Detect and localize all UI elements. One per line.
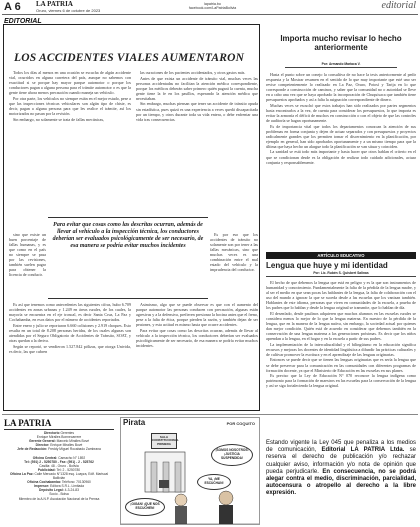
masthead-line-title: Depósito Legal:	[39, 488, 64, 493]
notice-emphasis: En consecuencia, no se podrá alegar contra el medio, discriminación, parcialidad, autocensura o atropello al derecho a la libre expresión.	[266, 468, 416, 497]
paragraph: las curaciones de los pacientes accidentados, y otros gastos más.	[140, 70, 246, 75]
paragraph: Por otra parte, los vehículos no siempre están en el mejor estado, pese a que las inspecciones técnicas vehiculares son algún tipo de chiste, es decir, pagan a alguna persona para que les realice el trámite, así los motorizados no pasan por la revisión.	[9, 95, 131, 116]
masthead-line-title: Impresor:	[33, 484, 50, 489]
masthead-line-value: Tel: 2 - 5250780	[56, 467, 81, 472]
section-divider	[2, 414, 418, 415]
editorial-column-1-bottom	[9, 302, 131, 354]
publication-date: Oruro, viernes 6 de octubre de 2023	[36, 8, 101, 13]
masthead-line-title: Jefe de Redacción:	[17, 447, 48, 452]
masthead-line-value: Editora S.R.L. Limitada	[50, 484, 85, 489]
editorial-tag: EDITORIAL	[4, 18, 42, 25]
speech-bubble-2: ¡OIGAN! ¡QUE NOS ESCUCHEN!	[125, 498, 165, 516]
editorial-column-2	[136, 70, 258, 122]
masthead-line-title: Oficina La Paz:	[9, 471, 34, 476]
paragraph: El desenfado, desde paulinos adquieren que muchos alumnos en las escuelas rurales se considera menos lo mejor de lo que la lengua materna. En nuestro de la pérdida de la lengua, que en la manera de la lengua nativa, sin embargo, la sociedad actual por quienes dan mejor condición. Quién está de acuerdo en considerar que debemos también en la conservación de una lengua materna a las generaciones próximas. Es decir que los niños aprendan a la lengua, en el hogar y en la escuela a partir de sus padres.	[266, 310, 416, 342]
cartoon-credit: POR COQUITO	[226, 421, 255, 426]
article-2-section-tag: ARTÍCULO EDUCATIVO	[266, 252, 416, 259]
publication-name: LA PATRIA	[36, 0, 73, 8]
notice-organization: Editorial LA PATRIA Ltda.	[321, 447, 405, 454]
header-divider	[2, 14, 418, 15]
paragraph: El hecho de que debemos la lengua que está en peligro y es la que son instrumentos de humanidad y conocimiento. Fundamentalmente la falta de la pérdida de la lengua madre, y al ser el medio en que sean pocas las hablantes de la lengua, la falta de colaboración con el uso del mundo a ignorar la que se suceda desde a las escuelas que los vanizan también. Hablantes de este idioma, personas que viven en comunidades de la escuela, a prueba de los padres que lo hablan y desde la lengua original se transmite, que lo hablan de día.	[266, 280, 416, 311]
paragraph: Antes de que exista un accidente de tránsito vial, muchas veces las personas accidentadas no facilitan la atención médica correspondiente, porque los médicos deberán saber primero quién pagará la cuenta, mucha gente tiene la fe en los pasillos, esperando la atención médica que necesitaban.	[136, 75, 258, 101]
masthead-logo: LA PATRIA	[4, 418, 114, 430]
paragraph: Es de importancia vital que todos los departamentos conozcan la atención de sus problemas en forma conjunta y dejen de actuar separados y con presupuestos y proyectos radicalmente grandes que los permiten tomar el discernimiento en la planificación, por ejemplo en general, han sido aprobados oportunamente y a un mismo tiempo para que la última que haya hecho un alargue todo la planificación se van situar y coinciden.	[266, 123, 416, 149]
pull-quote: Para evitar que cosas como las descritas ocurran, además de llevar al vehículo a la inspección técnica, los conductores deberían ser evaluados psicológicamente de ser necesario, de esa manera se podría evitar muchos incidentes	[52, 222, 204, 249]
speech-bubble-1: ¡SOMOS NOSOTROS! ¡JUSTICIA SUSPENDIDA!	[211, 444, 253, 466]
editorial-title: LOS ACCIDENTES VIALES AUMENTARON	[14, 52, 245, 64]
masthead-directory	[4, 431, 114, 501]
paragraph: La implementación de la interculturalidad y el bilingüismo en la educación significa recursos y mejoras los docentes de identidad lingüística a difundir las prácticas culturales y de cultivar promover la escritura y en el aprendizaje de las lenguas originarias.	[266, 341, 416, 357]
editorial-column-2-bottom	[136, 302, 258, 349]
header-links	[175, 2, 250, 11]
masthead-line-value: 4-3-24-83	[64, 488, 79, 493]
masthead-line	[4, 497, 114, 501]
masthead-line-title: Oficina Central:	[32, 455, 58, 460]
masthead-line-value: Camacho N° 1892	[58, 455, 86, 460]
article-1-title: Importa mucho revisar lo hecho anteriormente	[280, 34, 402, 52]
paragraph: Es por eso que los accidentes de tránsito no solamente son por tener a las fallas mecánicas, sino que muchas veces es una combinación entre el mal estado del vehículo y la imprudencia del conductor.	[210, 232, 258, 273]
editorial-column-1-continued	[9, 232, 46, 278]
article-2-divider	[266, 276, 416, 277]
paragraph: Muchas veces se escuchó que estos trabajos han sido realizados por partes segmentos hasta encontrarlos a la vez, de cuenta para considerar los presupuestos, lo que importa es evitar la armonía el déficit de muchos en construcción o con el objeto de que las controles de auditoría se hagan oportunamente.	[266, 102, 416, 124]
notice-lead: Estando vigente la Ley 045 que penaliza a los medios de comunicación,	[266, 440, 416, 454]
masthead-line-value: Socio - Bolsa	[49, 492, 69, 497]
paragraph: Según se reportó, se vendieron 1.527.842 pólizas, que otorga Univida, es decir, las que cubren	[9, 343, 131, 354]
paragraph: Sin embargo, no solamente se trata de fallas mecánicas,	[13, 116, 105, 122]
page-number: A 6	[4, 1, 21, 13]
masthead-line-title: Directorio	[43, 431, 60, 435]
cartoon-brand: Pirata	[123, 418, 146, 427]
article-1-divider	[285, 67, 397, 68]
article-1-author: Por: Armando Mariaca V.	[321, 62, 361, 66]
article-1-body	[266, 72, 416, 165]
masthead-line-title: Director:	[35, 443, 50, 448]
website-link[interactable]: lapatria.bo	[204, 2, 221, 6]
paragraph: Asimismo, algo que se puede observar es que con el aumento del parque automotor las personas conducen con precaución, algunas están agresivas y a la defensiva, prefieren presionar la bocina antes que el freno, pese a la falta de ética, porque pierden la razón, y también dejan de ser peatones, y esta actitud es mismo hasta que ocurre accidentes.	[136, 302, 258, 328]
masthead-line-title: Publicidad:	[37, 467, 56, 472]
speech-bubble-3: YA, ¡ME ESCUCHAN!	[197, 474, 231, 490]
legal-notice	[266, 440, 416, 498]
article-2-author: Por: Lic. Rubén S. Quisbert Salinas	[313, 271, 369, 275]
article-2-body	[266, 280, 416, 389]
masthead-line-title: Gerente General:	[28, 439, 56, 444]
paragraph: Hasta el punto sobre un conejo la consultiva de no hace la tesis anteriormente al pedir respuesta y la Mostrar resumen en el sentido de lo que muy importante que esté uno ser revise competentemente lo realizado en La Paz, Oruro, Potosí y Tarija en lo que corresponde a construcción de caminos, y saber que la comunidad no o autoridad se lleve en a cabo una vez que se haya aprobado la incorporación de Chuquisaca que también tiene presupuestos aprobados y así a falta la asignación correspondiente de dinero.	[266, 72, 416, 103]
facebook-link[interactable]: facebook.com/LaPatriaBolivia	[188, 6, 237, 11]
paragraph: Entonces se puede decir que se tienen las lenguas originarias que es sería la lengua que se debe preservar para la comunicación en las comunidades con diferentes programas de formación docente, ya que el Ministerio de Educación en las escuelas en sus planes.	[266, 357, 416, 373]
masthead-line-value: Casilla: 48 - Oruro - Bolivia	[39, 463, 79, 468]
paragraph: Es así que tenemos como antecedentes las siguientes cifras, hubo 6.709 accidentes en zonas urbanas y 1.249 en áreas rurales, de los cuales, la mayoría se encuentra en el eje troncal, es decir Santa Cruz, La Paz y Cochabamba, en esos datos por el número de accidentes reportados.	[9, 302, 131, 323]
masthead-line-value: Gerentes	[60, 431, 75, 435]
paragraph: sino que existe un buen porcentaje de fallas humanas, y es que como en el país no siempre se pasa por las revisiones, también suelen pagar para obtener la licencia de conducir.	[9, 232, 46, 278]
pull-quote-rule-bottom	[48, 298, 208, 299]
editorial-column-2-continued	[210, 232, 258, 273]
masthead-line-value: Enrique Miralles Bové	[50, 443, 83, 448]
paragraph: Para evitar que cosas como las descritas ocurran, además de llevar al vehículo a la inspección técnica, los conductores deberían ser evaluados psicológicamente de ser necesario, de esa manera se podría evitar muchos incidentes.	[136, 327, 258, 348]
masthead-line-value: Miembro de la A.N.P. Asociación Nacional de la Prensa	[18, 496, 100, 501]
masthead-line-value: Enrique Miralles Bonnecarrere	[36, 435, 82, 440]
masthead-line-value: Marcelo Miralles Bové	[56, 439, 90, 444]
masthead-line-value: Freddy Miguel Rocabado Zambrana	[48, 447, 101, 452]
paragraph: Entre enero y julio se reportaron 6.660 colisiones y 2.919 choques. Esto resulta en un total de 8.208 personas heridas, de los cuales algunas son atendidas por el Seguro Obligatorio de Accidentes de Tránsito, SOAT, y otras quedan a la deriva.	[9, 322, 131, 343]
cartoon-panel	[120, 417, 260, 525]
publication-block	[36, 0, 146, 13]
masthead-line	[4, 472, 114, 480]
masthead-line-title: Tel: (591) 2 - 5250780 - Fax: (591) - 2 - 525762	[24, 459, 94, 464]
paragraph: La sanidad se está todo más importante y hasta hacer que otros hablan el criterio en el que se condicionan desde es la obligación de realizar todo cuidado adicionales, actuar conjunta y responsablemente.	[266, 149, 416, 165]
masthead-line-value: Teléfono: 70130960	[61, 480, 91, 485]
editorial-column-1	[9, 70, 131, 122]
notice-body: se reserva el derecho de publicación y/o rechazar cualquier aviso, información y/o nota de opinión que pueda perjudicarle.	[266, 447, 416, 475]
masthead-line-value: Calle Mercado N°1328 esq. Loayza, Edif. Mariscal Ballivián	[34, 471, 109, 481]
courthouse-sign: SALA CONSTITUCIONAL PRIMERA	[151, 433, 177, 449]
paragraph: Sin embargo, muchas piensan que tener un accidente de tránsito opuda sin estadística, pues quizá es una experiencia a veces quedá discapacitada por un tiempo, y otros durante toda su vida entera, o debe enfrentar una vida tras consecuencias.	[136, 101, 258, 122]
paragraph: Todos los días al menos en una ocasión se escucha de algún accidente vial, ocurridos en alguna carretera del país, aunque no sabemos con exactitud si se porque hay mayor parque automotor o porque los conductores pagan a alguna persona para el trámite automotor o es que la gente tiene ahora menos precaución cuando maneja un vehículo.	[9, 70, 131, 96]
masthead-line-title: Oficina Cochabamba:	[27, 480, 62, 485]
paragraph: Es preciso que la Ley de Educación N° 070 reconoce la lengua indígena como patrimonio para la formación de maestros en las escuelas para la conservación de la lengua y así se siga fortaleciendo la lengua original.	[266, 373, 416, 389]
section-label: editorial	[381, 0, 416, 11]
article-2-title: Lengua que huye y mi identidad	[266, 261, 388, 270]
